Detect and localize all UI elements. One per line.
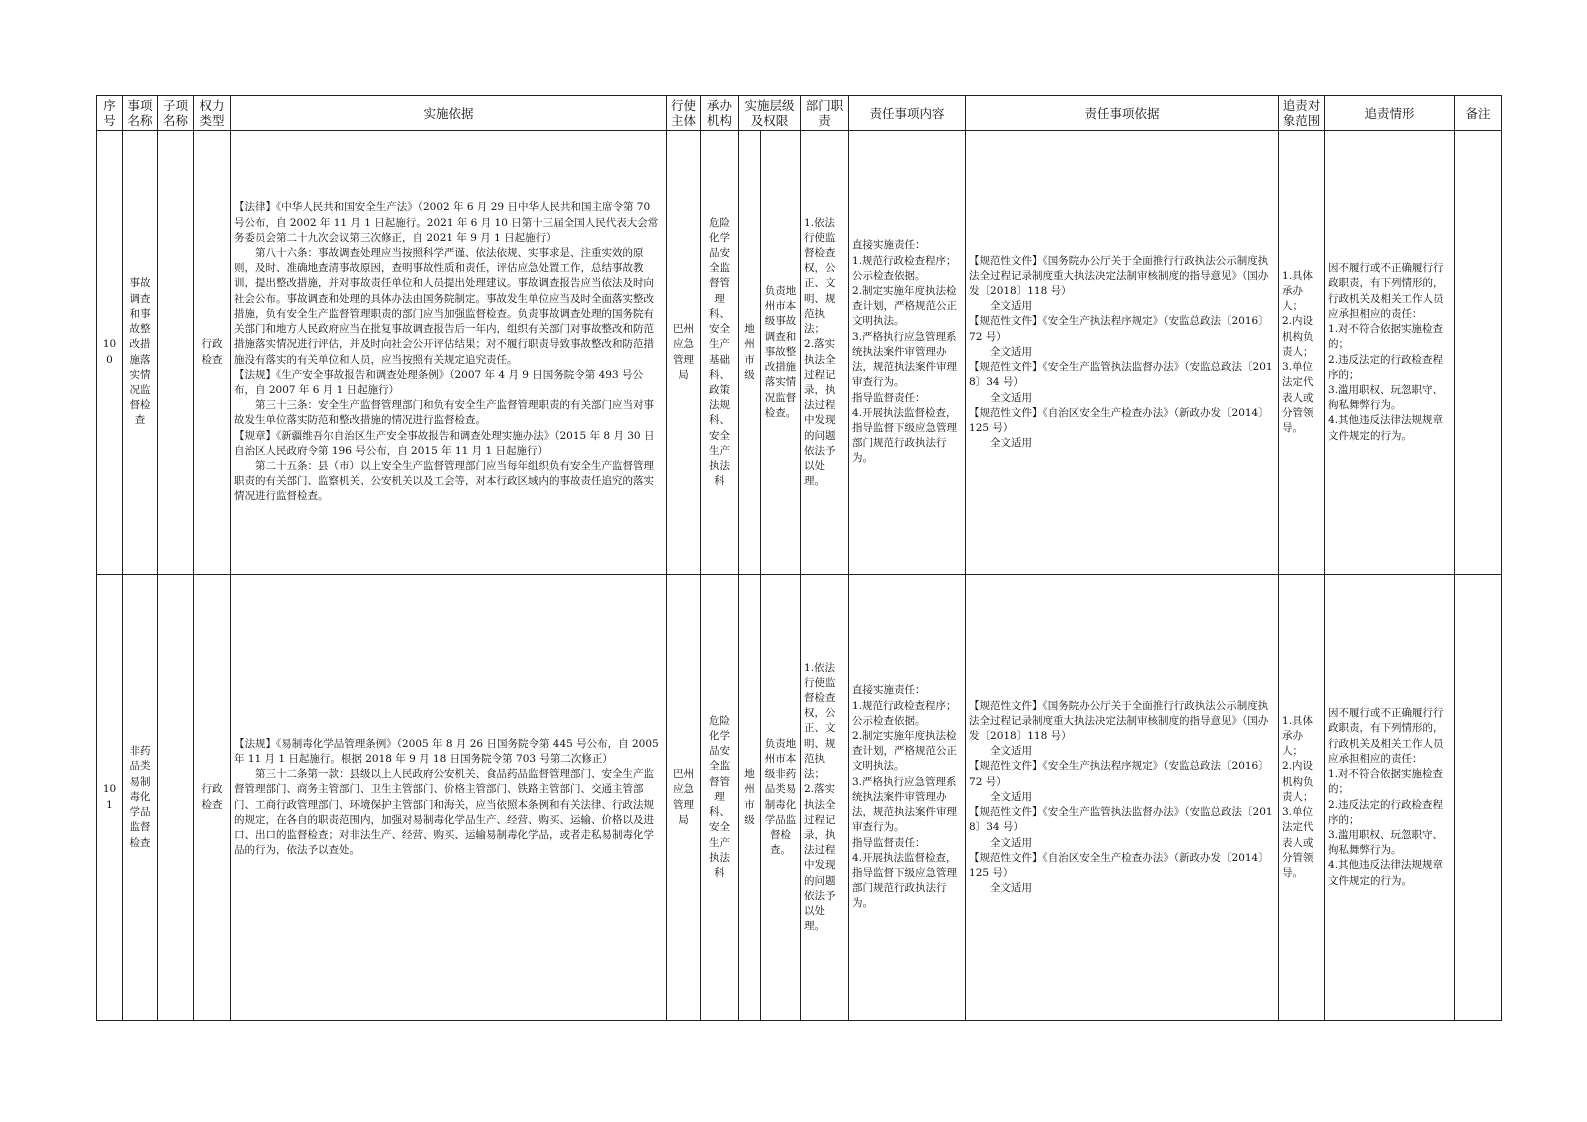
resp-basis-paragraph: 全文适用 bbox=[990, 836, 1033, 849]
resp-basis-paragraph: 全文适用 bbox=[990, 391, 1033, 404]
header-acc-scope: 追责对象范围 bbox=[1279, 96, 1325, 131]
header-sub-name: 子项名称 bbox=[158, 96, 194, 131]
remark bbox=[1455, 575, 1502, 1021]
resp-basis-paragraph: 【规范性文件】《安全生产监管执法监督办法》（安监总政法〔2018〕34 号） bbox=[969, 806, 1273, 834]
accountability-situation: 因不履行或不正确履行行政职责，有下列情形的，行政机关及相关工作人员应承担相应的责任： 1.对不符合依据实施检查的； 2.违反法定的行政检查程序的； 3.滥用职权、玩忽职守、徇私舞弊行为。 4.其他违反法律法规规章文件规定的行为。 bbox=[1325, 575, 1455, 1021]
table-row bbox=[97, 575, 1502, 1021]
header-duty: 部门职责 bbox=[801, 96, 849, 131]
sub-name bbox=[158, 575, 194, 1021]
basis-paragraph: 第二十五条：县（市）以上安全生产监督管理部门应当每年组织负有安全生产监督管理职责的有关部门、监察机关、公安机关以及工会等，对本行政区域内的事故责任追究的落实情况进行监督检查。 bbox=[234, 460, 654, 503]
resp-basis-paragraph: 【规范性文件】《安全生产监管执法监督办法》（安监总政法〔2018〕34 号） bbox=[969, 361, 1273, 389]
basis-paragraph: 【法规】《易制毒化学品管理条例》（2005 年 8 月 26 日国务院令第 445 号公布，自 2005 年 11 月 1 日起施行。根据 2018 年 9 月 18 日国务院令第 703 号第二次修正） bbox=[234, 737, 659, 765]
resp-basis-paragraph: 【规范性文件】《国务院办公厅关于全面推行行政执法公示制度执法全过程记录制度重大执法决定法制审核制度的指导意见》（国办发〔2018〕118 号） bbox=[969, 699, 1269, 743]
implementation-basis bbox=[231, 575, 667, 1021]
resp-basis bbox=[966, 575, 1279, 1021]
exercising-subject: 巴州应急管理局 bbox=[667, 131, 701, 575]
resp-basis-paragraph: 全文适用 bbox=[990, 345, 1033, 358]
accountability-scope: 1.具体承办人； 2.内设机构负责人； 3.单位法定代表人或分管领导。 bbox=[1279, 131, 1325, 575]
header-row bbox=[97, 96, 1502, 131]
resp-basis-paragraph: 全文适用 bbox=[990, 300, 1033, 313]
accountability-situation: 因不履行或不正确履行行政职责，有下列情形的，行政机关及相关工作人员应承担相应的责任： 1.对不符合依据实施检查的； 2.违反法定的行政检查程序的； 3.滥用职权、玩忽职守、徇私舞弊行为。 4.其他违反法律法规规章文件规定的行为。 bbox=[1325, 131, 1455, 575]
row-no: 101 bbox=[97, 575, 123, 1021]
power-list-table bbox=[96, 95, 1502, 1021]
power-type: 行政检查 bbox=[194, 131, 231, 575]
resp-basis-paragraph: 【规范性文件】《自治区安全生产检查办法》（新政办发〔2014〕125 号） bbox=[969, 406, 1269, 434]
basis-paragraph: 第八十六条：事故调查处理应当按照科学严谨、依法依规、实事求是、注重实效的原则，及时、准确地查清事故原因，查明事故性质和责任，评估应急处置工作，总结事故教训，提出整改措施，并对事故责任单位和人员提出处理建议。事故调查报告应当依法及时向社会公布。事故调查和处理的具体办法由国务院制定。事故发生单位应当及时全面落实整改措施，负有安全生产监督管理职责的部门应当加强监督检查。负责事故调查处理的国务院有关部门和地方人民政府应当在批复事故调查报告后一年内，组织有关部门对事故整改和防范措施落实情况进行评估，并及时向社会公开评估结果；对不履行职责导致事故整改和防范措施没有落实的有关单位和人员，应当按照有关规定追究责任。 bbox=[234, 246, 654, 366]
basis-paragraph: 第三十二条第一款：县级以上人民政府公安机关、食品药品监督管理部门、安全生产监督管理部门、商务主管部门、卫生主管部门、价格主管部门、铁路主管部门、交通主管部门、工商行政管理部门、环境保护主管部门和海关，应当依照本条例和有关法律、行政法规的规定，在各自的职责范围内，加强对易制毒化学品生产、经营、购买、运输、价格以及进口、出口的监督检查；对非法生产、经营、购买、运输易制毒化学品，或者走私易制毒化学品的行为，依法予以查处。 bbox=[234, 768, 654, 857]
sub-name bbox=[158, 131, 194, 575]
basis-paragraph: 【法律】《中华人民共和国安全生产法》（2002 年 6 月 29 日中华人民共和国主席令第 70 号公布，自 2002 年 11 月 1 日起施行。2021 年 6 月 10 日第十三届全国人民代表大会常务委员会第二十九次会议第三次修正，自 2021 年 9 月 1 日起施行） bbox=[234, 201, 659, 244]
header-resp-content: 责任事项内容 bbox=[849, 96, 966, 131]
power-type: 行政检查 bbox=[194, 575, 231, 1021]
resp-content: 直接实施责任： 1.规范行政检查程序；公示检查依据。 2.制定实施年度执法检查计划，严格规范公正文明执法。 3.严格执行应急管理系统执法案件审管理办法，规范执法案件审理审查行为。 指导监督责任： 4.开展执法监督检查，指导监督下级应急管理部门规范行政执法行为。 bbox=[849, 131, 966, 575]
handling-org: 危险化学品安全监督管理科、安全生产执法科 bbox=[701, 575, 739, 1021]
header-subject: 行使主体 bbox=[667, 96, 701, 131]
header-level: 实施层级及权限 bbox=[739, 96, 801, 131]
header-org: 承办机构 bbox=[701, 96, 739, 131]
table-row bbox=[97, 131, 1502, 575]
header-item-name: 事项名称 bbox=[123, 96, 158, 131]
row-no: 100 bbox=[97, 131, 123, 575]
resp-basis bbox=[966, 131, 1279, 575]
resp-basis-paragraph: 全文适用 bbox=[990, 790, 1033, 803]
exercising-subject: 巴州应急管理局 bbox=[667, 575, 701, 1021]
resp-content: 直接实施责任： 1.规范行政检查程序；公示检查依据。 2.制定实施年度执法检查计划，严格规范公正文明执法。 3.严格执行应急管理系统执法案件审管理办法，规范执法案件审理审查行为。 指导监督责任： 4.开展执法监督检查，指导监督下级应急管理部门规范行政执法行为。 bbox=[849, 575, 966, 1021]
remark bbox=[1455, 131, 1502, 575]
implementation-basis bbox=[231, 131, 667, 575]
accountability-scope: 1.具体承办人； 2.内设机构负责人； 3.单位法定代表人或分管领导。 bbox=[1279, 575, 1325, 1021]
resp-basis-paragraph: 【规范性文件】《国务院办公厅关于全面推行行政执法公示制度执法全过程记录制度重大执法决定法制审核制度的指导意见》（国办发〔2018〕118 号） bbox=[969, 254, 1269, 298]
header-remark: 备注 bbox=[1455, 96, 1502, 131]
handling-org: 危险化学品安全监督管理科、安全生产基础科、政策法规科、安全生产执法科 bbox=[701, 131, 739, 575]
basis-paragraph: 第三十三条：安全生产监督管理部门和负有安全生产监督管理职责的有关部门应当对事故发生单位落实防范和整改措施的情况进行监督检查。 bbox=[234, 399, 654, 427]
level-scope: 负责地州市本级事故调查和事故整改措施落实情况监督检查。 bbox=[761, 131, 801, 575]
basis-paragraph: 【规章】《新疆维吾尔自治区生产安全事故报告和调查处理实施办法》（2015 年 8 月 30 日自治区人民政府令第 196 号公布，自 2015 年 11 月 1 日起施行） bbox=[234, 429, 655, 457]
resp-basis-paragraph: 全文适用 bbox=[990, 882, 1033, 895]
item-name: 非药品类易制毒化学品监督检查 bbox=[123, 575, 158, 1021]
resp-basis-paragraph: 【规范性文件】《自治区安全生产检查办法》（新政办发〔2014〕125 号） bbox=[969, 851, 1269, 879]
item-name: 事故调查和事故整改措施落实情况监督检查 bbox=[123, 131, 158, 575]
basis-paragraph: 【法规】《生产安全事故报告和调查处理条例》（2007 年 4 月 9 日国务院令第 493 号公布，自 2007 年 6 月 1 日起施行） bbox=[234, 368, 643, 396]
resp-basis-paragraph: 【规范性文件】《安全生产执法程序规定》（安监总政法〔2016〕72 号） bbox=[969, 760, 1269, 788]
dept-duty: 1.依法行使监督检查权，公正、文明、规范执法； 2.落实执法全过程记录，执法过程中发现的问题依法予以处理。 bbox=[801, 575, 849, 1021]
header-acc-situation: 追责情形 bbox=[1325, 96, 1455, 131]
header-no: 序号 bbox=[97, 96, 123, 131]
resp-basis-paragraph: 【规范性文件】《安全生产执法程序规定》（安监总政法〔2016〕72 号） bbox=[969, 315, 1269, 343]
resp-basis-paragraph: 全文适用 bbox=[990, 745, 1033, 758]
header-basis: 实施依据 bbox=[231, 96, 667, 131]
level: 地州市级 bbox=[739, 575, 761, 1021]
level-scope: 负责地州市本级非药品类易制毒化学品监督检查。 bbox=[761, 575, 801, 1021]
header-power-type: 权力类型 bbox=[194, 96, 231, 131]
header-resp-basis: 责任事项依据 bbox=[966, 96, 1279, 131]
dept-duty: 1.依法行使监督检查权，公正、文明、规范执法； 2.落实执法全过程记录，执法过程中发现的问题依法予以处理。 bbox=[801, 131, 849, 575]
level: 地州市级 bbox=[739, 131, 761, 575]
resp-basis-paragraph: 全文适用 bbox=[990, 437, 1033, 450]
